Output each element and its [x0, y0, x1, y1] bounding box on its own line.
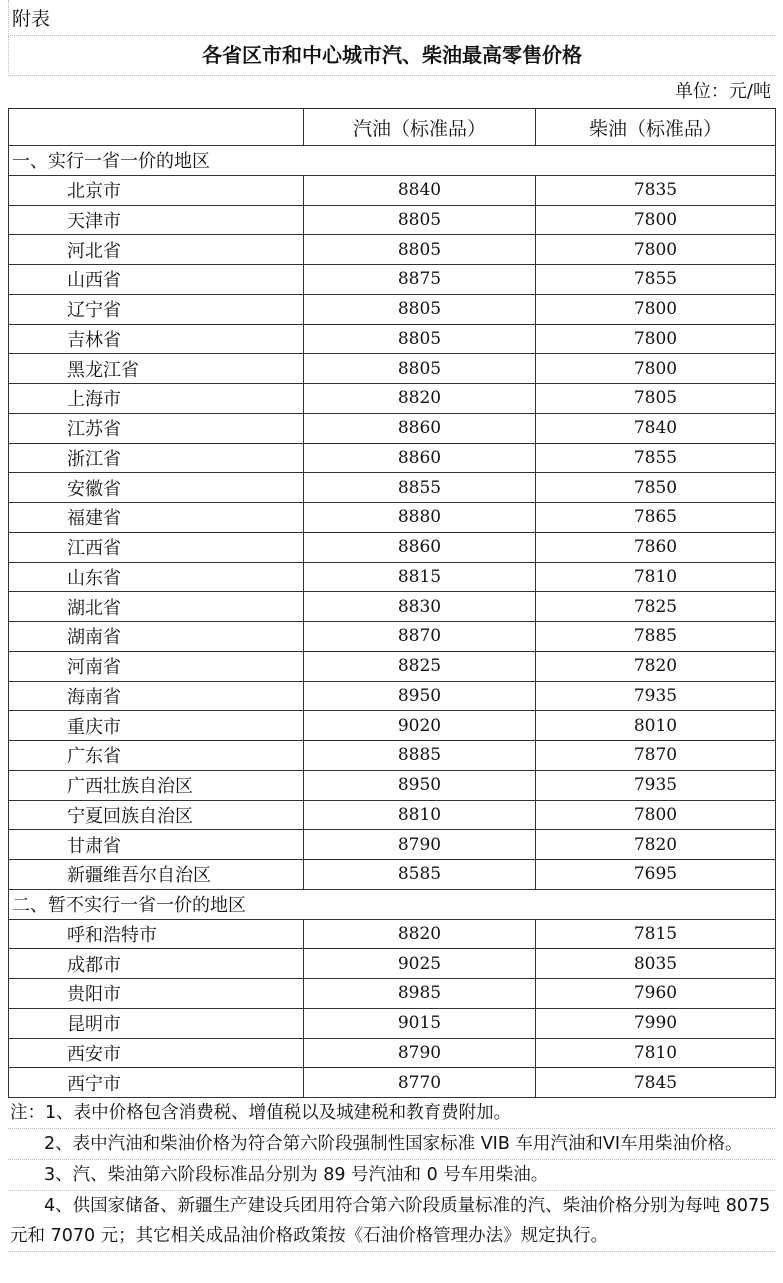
region-cell: 新疆维吾尔自治区	[9, 860, 304, 890]
table-row	[9, 265, 776, 295]
region-cell: 湖南省	[9, 622, 304, 652]
diesel-price-cell: 7815	[536, 919, 776, 949]
region-cell: 福建省	[9, 503, 304, 533]
gasoline-price-cell: 8805	[304, 354, 536, 384]
gasoline-price-cell: 8880	[304, 503, 536, 533]
table-row	[9, 800, 776, 830]
gasoline-price-cell: 8790	[304, 1038, 536, 1068]
region-cell: 呼和浩特市	[9, 919, 304, 949]
region-cell: 海南省	[9, 681, 304, 711]
region-cell: 安徽省	[9, 473, 304, 503]
diesel-price-cell: 7825	[536, 592, 776, 622]
gasoline-price-cell: 8860	[304, 413, 536, 443]
region-cell: 吉林省	[9, 324, 304, 354]
diesel-price-cell: 7935	[536, 681, 776, 711]
diesel-price-cell: 7800	[536, 354, 776, 384]
note-4: 4、供国家储备、新疆生产建设兵团用符合第六阶段质量标准的汽、柴油价格分别为每吨 8075 元和 7070 元；其它相关成品油价格政策按《石油价格管理办法》规定执行。	[8, 1191, 775, 1252]
gasoline-price-cell: 9020	[304, 711, 536, 741]
header-gasoline: 汽油（标准品）	[304, 109, 536, 146]
gasoline-price-cell: 8840	[304, 175, 536, 205]
diesel-price-cell: 7845	[536, 1068, 776, 1098]
table-row	[9, 622, 776, 652]
table-row	[9, 860, 776, 890]
appendix-label: 附表	[8, 0, 775, 36]
region-cell: 江西省	[9, 532, 304, 562]
note-3: 3、汽、柴油第六阶段标准品分别为 89 号汽油和 0 号车用柴油。	[8, 1160, 775, 1191]
gasoline-price-cell: 8820	[304, 919, 536, 949]
region-cell: 山东省	[9, 562, 304, 592]
gasoline-price-cell: 8805	[304, 235, 536, 265]
region-cell: 西宁市	[9, 1068, 304, 1098]
diesel-price-cell: 8010	[536, 711, 776, 741]
table-row	[9, 562, 776, 592]
region-cell: 成都市	[9, 949, 304, 979]
diesel-price-cell: 8035	[536, 949, 776, 979]
diesel-price-cell: 7810	[536, 562, 776, 592]
gasoline-price-cell: 8950	[304, 681, 536, 711]
region-cell: 河南省	[9, 651, 304, 681]
diesel-price-cell: 7820	[536, 651, 776, 681]
table-row	[9, 979, 776, 1009]
region-cell: 贵阳市	[9, 979, 304, 1009]
gasoline-price-cell: 8950	[304, 770, 536, 800]
gasoline-price-cell: 9015	[304, 1008, 536, 1038]
table-row	[9, 503, 776, 533]
table-row	[9, 443, 776, 473]
gasoline-price-cell: 8820	[304, 384, 536, 414]
gasoline-price-cell: 8885	[304, 741, 536, 771]
region-cell: 湖北省	[9, 592, 304, 622]
region-cell: 北京市	[9, 175, 304, 205]
table-row	[9, 384, 776, 414]
region-cell: 广西壮族自治区	[9, 770, 304, 800]
diesel-price-cell: 7810	[536, 1038, 776, 1068]
region-cell: 黑龙江省	[9, 354, 304, 384]
region-cell: 浙江省	[9, 443, 304, 473]
region-cell: 广东省	[9, 741, 304, 771]
gasoline-price-cell: 8805	[304, 324, 536, 354]
region-cell: 天津市	[9, 205, 304, 235]
region-cell: 辽宁省	[9, 294, 304, 324]
diesel-price-cell: 7800	[536, 235, 776, 265]
diesel-price-cell: 7835	[536, 175, 776, 205]
gasoline-price-cell: 8830	[304, 592, 536, 622]
diesel-price-cell: 7695	[536, 860, 776, 890]
table-row	[9, 741, 776, 771]
section-label: 一、实行一省一价的地区	[9, 146, 776, 176]
diesel-price-cell: 7800	[536, 294, 776, 324]
price-table-body	[9, 109, 776, 1098]
region-cell: 上海市	[9, 384, 304, 414]
table-row	[9, 473, 776, 503]
table-row	[9, 949, 776, 979]
unit-label: 单位：元/吨	[674, 81, 771, 102]
document-page	[8, 0, 775, 1098]
gasoline-price-cell: 8810	[304, 800, 536, 830]
table-row	[9, 1068, 776, 1098]
region-cell: 山西省	[9, 265, 304, 295]
diesel-price-cell: 7800	[536, 324, 776, 354]
gasoline-price-cell: 8825	[304, 651, 536, 681]
diesel-price-cell: 7840	[536, 413, 776, 443]
gasoline-price-cell: 8815	[304, 562, 536, 592]
region-cell: 宁夏回族自治区	[9, 800, 304, 830]
region-cell: 重庆市	[9, 711, 304, 741]
region-cell: 江苏省	[9, 413, 304, 443]
diesel-price-cell: 7885	[536, 622, 776, 652]
table-row	[9, 294, 776, 324]
gasoline-price-cell: 8875	[304, 265, 536, 295]
diesel-price-cell: 7855	[536, 443, 776, 473]
gasoline-price-cell: 8770	[304, 1068, 536, 1098]
diesel-price-cell: 7935	[536, 770, 776, 800]
region-cell: 甘肃省	[9, 830, 304, 860]
notes-section	[8, 1098, 775, 1252]
gasoline-price-cell: 8870	[304, 622, 536, 652]
table-row	[9, 1008, 776, 1038]
diesel-price-cell: 7855	[536, 265, 776, 295]
table-row	[9, 1038, 776, 1068]
table-row	[9, 770, 776, 800]
table-row	[9, 235, 776, 265]
table-header-row	[9, 109, 776, 146]
price-table	[8, 108, 776, 1098]
table-row	[9, 413, 776, 443]
header-diesel: 柴油（标准品）	[536, 109, 776, 146]
gasoline-price-cell: 8805	[304, 205, 536, 235]
gasoline-price-cell: 8805	[304, 294, 536, 324]
gasoline-price-cell: 9025	[304, 949, 536, 979]
table-title: 各省区市和中心城市汽、柴油最高零售价格	[8, 36, 775, 76]
table-row	[9, 830, 776, 860]
table-row	[9, 681, 776, 711]
section-row	[9, 889, 776, 919]
section-row	[9, 146, 776, 176]
header-region	[9, 109, 304, 146]
gasoline-price-cell: 8790	[304, 830, 536, 860]
note-2: 2、表中汽油和柴油价格为符合第六阶段强制性国家标准 VIB 车用汽油和VI车用柴油价格。	[8, 1129, 775, 1160]
table-row	[9, 175, 776, 205]
diesel-price-cell: 7870	[536, 741, 776, 771]
gasoline-price-cell: 8855	[304, 473, 536, 503]
diesel-price-cell: 7960	[536, 979, 776, 1009]
diesel-price-cell: 7850	[536, 473, 776, 503]
diesel-price-cell: 7805	[536, 384, 776, 414]
section-label: 二、暂不实行一省一价的地区	[9, 889, 776, 919]
diesel-price-cell: 7800	[536, 800, 776, 830]
diesel-price-cell: 7990	[536, 1008, 776, 1038]
table-row	[9, 532, 776, 562]
diesel-price-cell: 7820	[536, 830, 776, 860]
table-row	[9, 919, 776, 949]
table-row	[9, 354, 776, 384]
region-cell: 西安市	[9, 1038, 304, 1068]
gasoline-price-cell: 8585	[304, 860, 536, 890]
note-1: 注：1、表中价格包含消费税、增值税以及城建税和教育费附加。	[8, 1098, 775, 1129]
table-row	[9, 324, 776, 354]
region-cell: 昆明市	[9, 1008, 304, 1038]
table-row	[9, 205, 776, 235]
region-cell: 河北省	[9, 235, 304, 265]
table-row	[9, 592, 776, 622]
table-row	[9, 651, 776, 681]
diesel-price-cell: 7860	[536, 532, 776, 562]
gasoline-price-cell: 8860	[304, 443, 536, 473]
gasoline-price-cell: 8985	[304, 979, 536, 1009]
table-row	[9, 711, 776, 741]
diesel-price-cell: 7800	[536, 205, 776, 235]
diesel-price-cell: 7865	[536, 503, 776, 533]
gasoline-price-cell: 8860	[304, 532, 536, 562]
